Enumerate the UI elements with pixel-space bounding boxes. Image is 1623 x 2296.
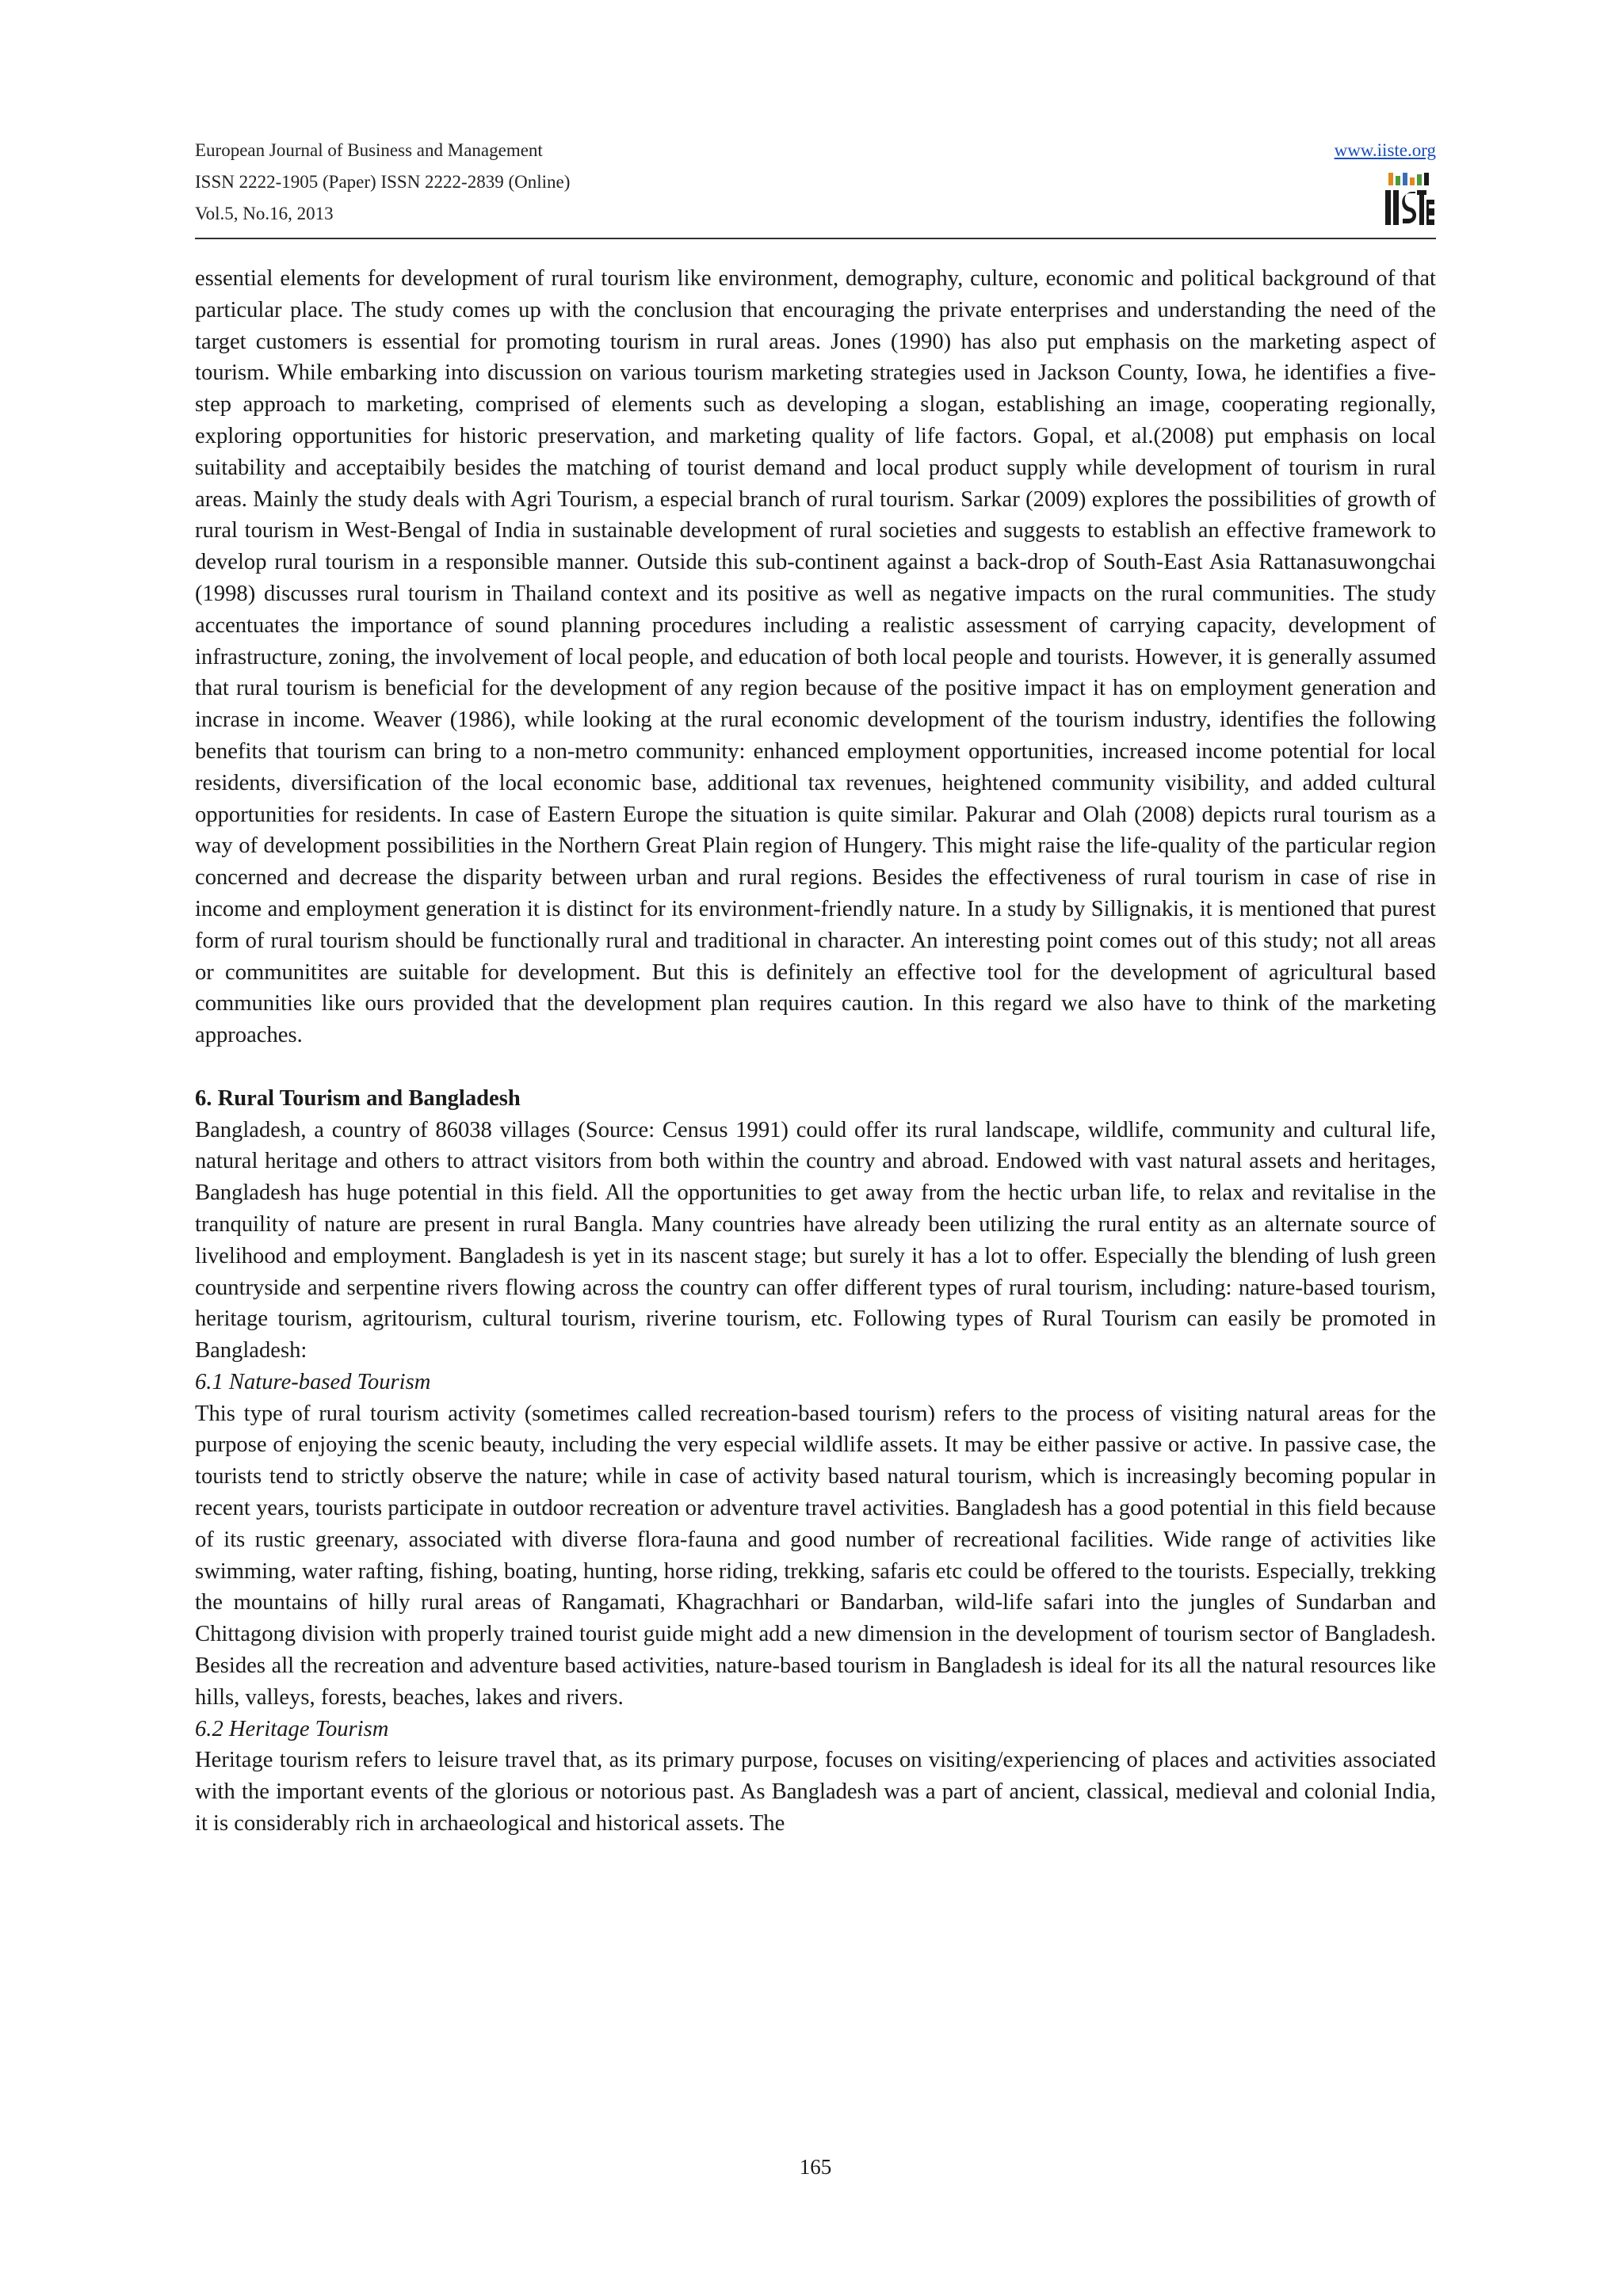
journal-url-link[interactable]: www.iiste.org	[1334, 140, 1436, 160]
section-heading-6: 6. Rural Tourism and Bangladesh	[195, 1085, 521, 1111]
paragraph-gap	[195, 1051, 1436, 1083]
subsection-heading-6-1: 6.1 Nature-based Tourism	[195, 1369, 431, 1394]
paragraph: Bangladesh, a country of 86038 villages (Source: Census 1991) could offer its rural landscape, wildlife, community and cultural life, natural heritage and others to attract visitors from both within the country and abroad. Endowed with vast natural assets and heritages, Bangladesh has huge potential in this field. All the opportunities to get away from the hectic urban life, to relax and revitalise in the tranquility of nature are present in rural Bangla. Many countries have already been utilizing the rural entity as an alternate source of livelihood and employment. Bangladesh is yet in its nascent stage; but surely it has a lot to offer. Especially the blending of lush green countryside and serpentine rivers flowing across the country can offer different types of rural tourism, including: nature-based tourism, heritage tourism, agritourism, cultural tourism, riverine tourism, etc. Following types of Rural Tourism can easily be promoted in Bangladesh:	[195, 1117, 1436, 1363]
paragraph: essential elements for development of rural tourism like environment, demography, culture, economic and political background of that particular place. The study comes up with the conclusion that encouraging the private enterprises and understanding the need of the target customers is essential for promoting tourism in rural areas. Jones (1990) has also put emphasis on the marketing aspect of tourism. While embarking into discussion on various tourism marketing strategies used in Jackson County, Iowa, he identifies a five-step approach to marketing, comprised of elements such as developing a slogan, establishing an image, cooperating regionally, exploring opportunities for historic preservation, and marketing quality of life factors. Gopal, et al.(2008) put emphasis on local suitability and acceptaibily besides the matching of tourist demand and local product supply while development of tourism in rural areas. Mainly the study deals with Agri Tourism, a especial branch of rural tourism. Sarkar (2009) explores the possibilities of growth of rural tourism in West-Bengal of India in sustainable development of rural societies and suggests to establish an effective framework to develop rural tourism in a responsible manner. Outside this sub-continent against a back-drop of South-East Asia Rattanasuwongchai (1998) discusses rural tourism in Thailand context and its positive as well as negative impacts on the rural communities. The study accentuates the importance of sound planning procedures including a realistic assessment of carrying capacity, development of infrastructure, zoning, the involvement of local people, and education of both local people and tourists. However, it is generally assumed that rural tourism is beneficial for the development of any region because of the positive impact it has on employment generation and incrase in income. Weaver (1986), while looking at the rural economic development of the tourism industry, identifies the following benefits that tourism can bring to a non-metro community: enhanced employment opportunities, increased income potential for local residents, diversification of the local economic base, additional tax revenues, heightened community visibility, and added cultural opportunities for residents. In case of Eastern Europe the situation is quite similar. Pakurar and Olah (2008) depicts rural tourism as a way of development possibilities in the Northern Great Plain region of Hungery. This might raise the life-quality of the particular region concerned and decrease the disparity between urban and rural regions. Besides the effectiveness of rural tourism in case of rise in income and employment generation it is distinct for its environment-friendly nature. In a study by Sillignakis, it is mentioned that purest form of rural tourism should be functionally rural and traditional in character. An interesting point comes out of this study; not all areas or communitites are suitable for development. But this is definitely an effective tool for the development of agricultural based communities like ours provided that the development plan requires caution. In this regard we also have to think of the marketing approaches.	[195, 266, 1436, 1048]
article-body	[195, 263, 1436, 1840]
journal-info	[195, 135, 570, 230]
subsection-heading-6-2: 6.2 Heritage Tourism	[195, 1716, 389, 1741]
paragraph: Heritage tourism refers to leisure travel that, as its primary purpose, focuses on visiting/experiencing of places and activities associated with the important events of the glorious or notorious past. As Bangladesh was a part of ancient, classical, medieval and colonial India, it is considerably rich in archaeological and historical assets. The	[195, 1748, 1436, 1836]
running-header	[195, 135, 1436, 238]
journal-title: European Journal of Business and Management	[195, 140, 543, 160]
journal-volume: Vol.5, No.16, 2013	[195, 204, 334, 223]
page-number: 165	[799, 2155, 832, 2179]
paragraph: This type of rural tourism activity (sometimes called recreation-based tourism) refers to the process of visiting natural areas for the purpose of enjoying the scenic beauty, including the very especial wildlife assets. It may be either passive or active. In passive case, the tourists tend to strictly observe the nature; while in case of activity based natural tourism, which is increasingly becoming popular in recent years, tourists participate in outdoor recreation or adventure travel activities. Bangladesh has a good potential in this field because of its rustic greenary, associated with diverse flora-fauna and good number of recreational facilities. Wide range of activities like swimming, water rafting, fishing, boating, hunting, horse riding, trekking, safaris etc could be offered to the tourists. Especially, trekking the mountains of hilly rural areas of Rangamati, Khagrachhari or Bandarban, wild-life safari into the jungles of Sundarban and Chittagong division with properly trained tourist guide might add a new dimension in the development of tourism sector of Bangladesh. Besides all the recreation and adventure based activities, nature-based tourism in Bangladesh is ideal for its all the natural resources like hills, valleys, forests, beaches, lakes and rivers.	[195, 1401, 1436, 1710]
journal-issn: ISSN 2222-1905 (Paper) ISSN 2222-2839 (Online)	[195, 172, 571, 192]
iiste-logo-icon	[1384, 171, 1436, 230]
header-rule	[195, 238, 1436, 239]
paper-page	[195, 0, 1436, 2296]
